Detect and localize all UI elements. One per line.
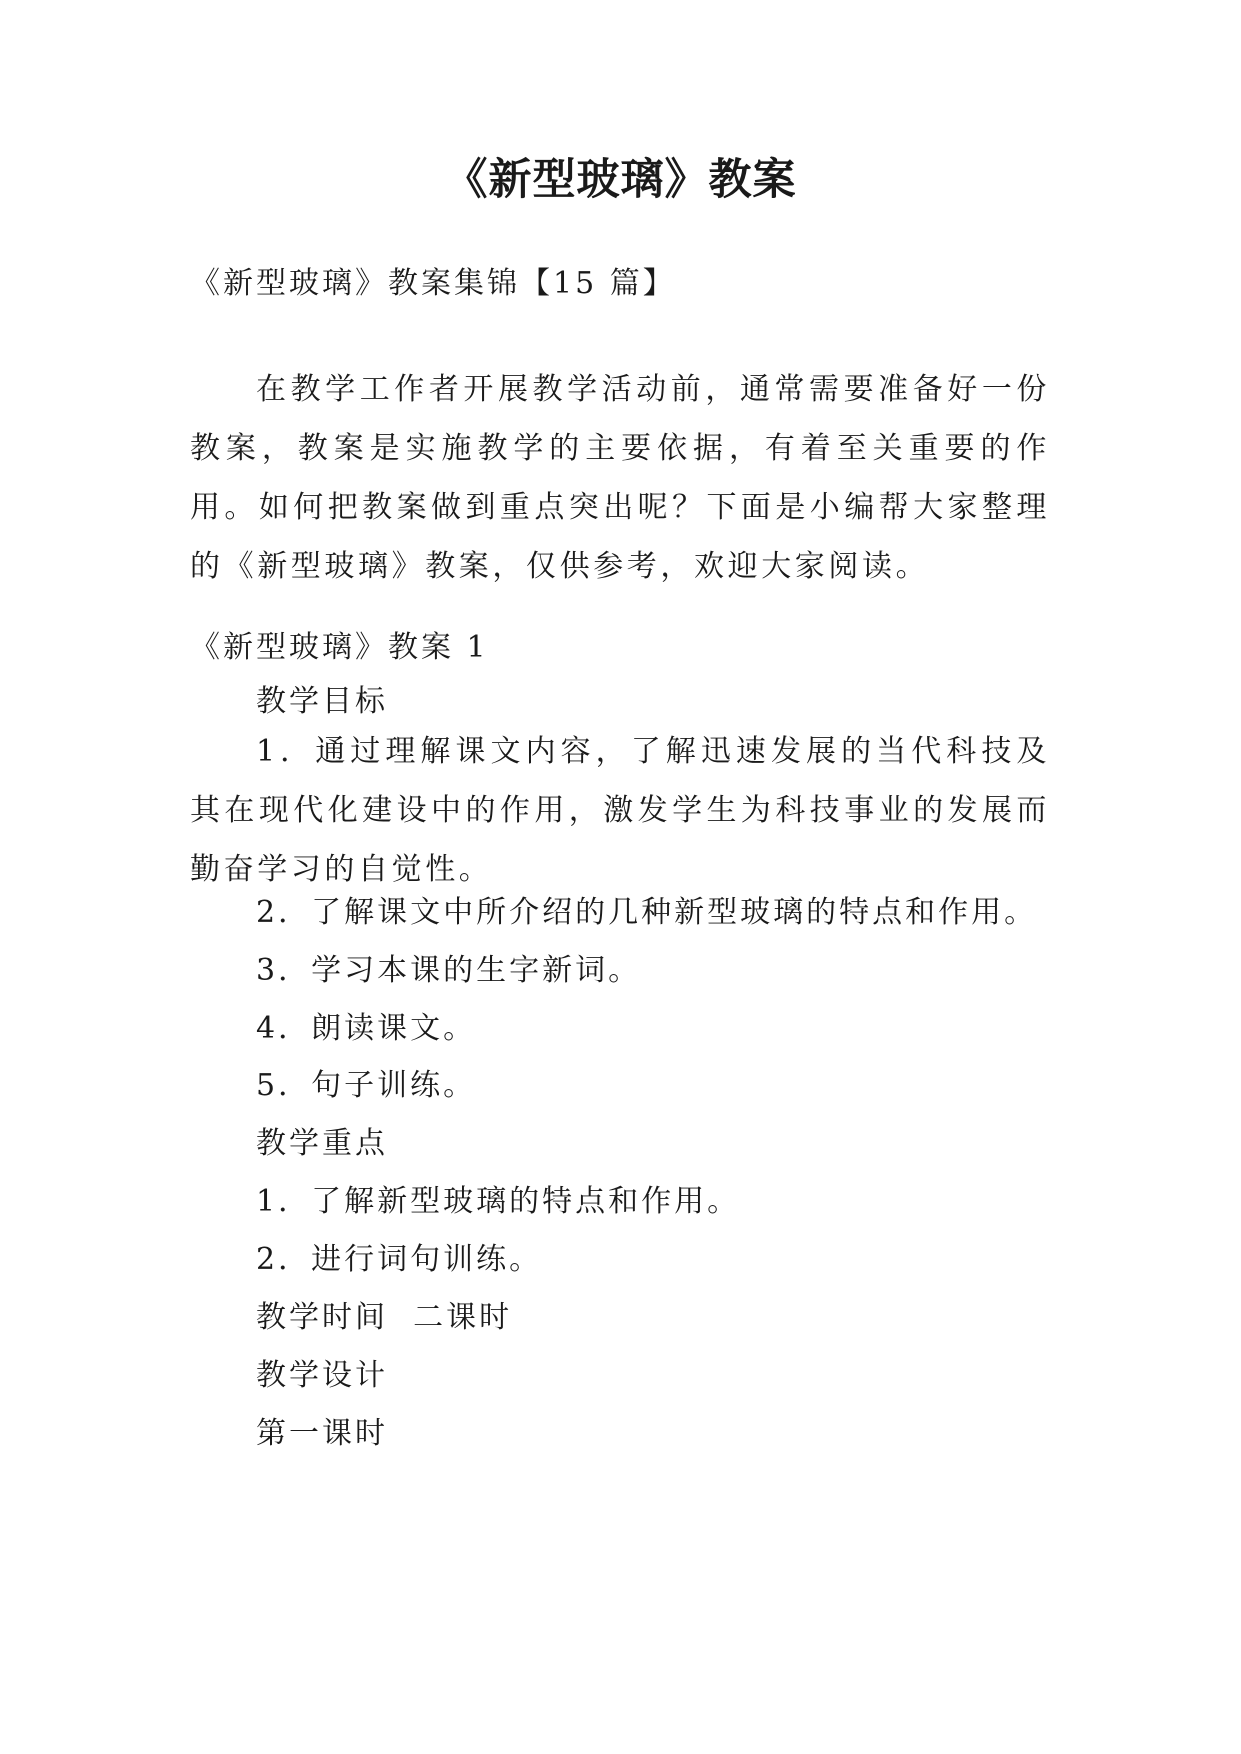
section-title: 《新型玻璃》教案 1 (190, 630, 489, 665)
document-title: 《新型玻璃》教案 (444, 155, 797, 205)
design-heading: 教学设计 (256, 1358, 388, 1393)
first-lesson-heading: 第一课时 (256, 1416, 388, 1451)
focus-item-1: 1．了解新型玻璃的特点和作用。 (256, 1184, 741, 1219)
intro-paragraph: 在教学工作者开展教学活动前，通常需要准备好一份教案，教案是实施教学的主要依据，有着至关重要的作用。如何把教案做到重点突出呢？下面是小编帮大家整理的《新型玻璃》教案，仅供参考，欢迎大家阅读。 (190, 372, 1050, 584)
goals-heading: 教学目标 (256, 684, 388, 719)
teaching-time: 教学时间 二课时 (256, 1300, 513, 1335)
goal-item-2: 2．了解课文中所介绍的几种新型玻璃的特点和作用。 (256, 895, 1038, 930)
goal-item-5: 5．句子训练。 (256, 1068, 477, 1103)
goal-item-3: 3．学习本课的生字新词。 (256, 953, 642, 988)
focus-item-2: 2．进行词句训练。 (256, 1242, 543, 1277)
goal-item-1: 1．通过理解课文内容，了解迅速发展的当代科技及其在现代化建设中的作用，激发学生为科技事业的发展而勤奋学习的自觉性。 (190, 734, 1050, 887)
collection-heading: 《新型玻璃》教案集锦【15 篇】 (190, 266, 676, 301)
goal-item-4: 4．朗读课文。 (256, 1011, 477, 1046)
focus-heading: 教学重点 (256, 1126, 388, 1161)
